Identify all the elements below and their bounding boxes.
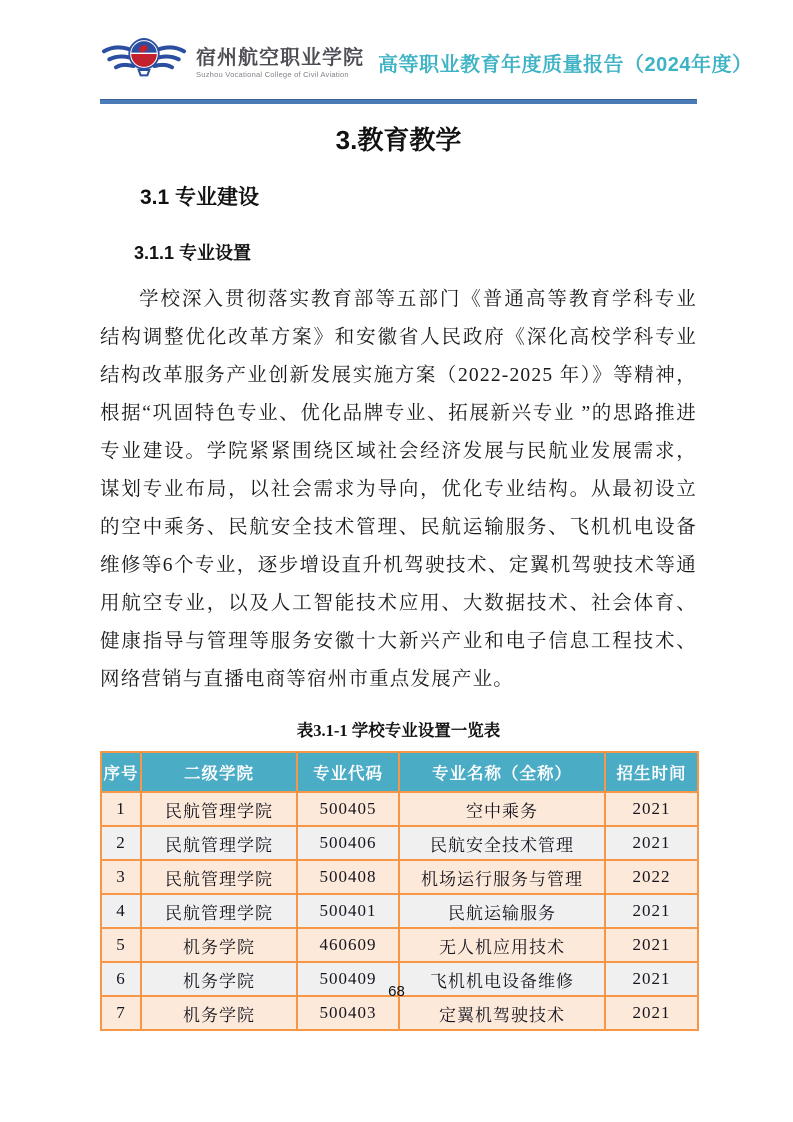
table-row bbox=[101, 928, 698, 962]
table-row bbox=[101, 894, 698, 928]
table-header-row bbox=[101, 752, 698, 792]
section-heading: 3.教育教学 bbox=[335, 125, 462, 155]
col-header-major: 专业名称（全称） bbox=[399, 752, 605, 792]
cell-index: 1 bbox=[101, 792, 141, 826]
cell-year: 2021 bbox=[605, 826, 698, 860]
cell-code: 500401 bbox=[297, 894, 399, 928]
cell-index: 7 bbox=[101, 996, 141, 1030]
col-header-index: 序号 bbox=[101, 752, 141, 792]
college-name-en: Suzhou Vocational College of Civil Aviation bbox=[196, 70, 349, 79]
cell-year: 2021 bbox=[605, 962, 698, 996]
cell-index: 5 bbox=[101, 928, 141, 962]
cell-index: 2 bbox=[101, 826, 141, 860]
cell-college: 民航管理学院 bbox=[141, 826, 297, 860]
cell-code: 460609 bbox=[297, 928, 399, 962]
page-header bbox=[100, 34, 753, 91]
col-header-college: 二级学院 bbox=[141, 752, 297, 792]
cell-college: 民航管理学院 bbox=[141, 894, 297, 928]
page-number: 68 bbox=[388, 983, 405, 1000]
body-paragraph: 学校深入贯彻落实教育部等五部门《普通高等教育学科专业结构调整优化改革方案》和安徽省人民政府《深化高校学科专业结构改革服务产业创新发展实施方案（2022-2025 年）》等精神，根据“巩固特色专业、优化品牌专业、拓展新兴专业 ”的思路推进专业建设。学院紧紧围绕区域社会经济发展与民航业发展需求，谋划专业布局，以社会需求为导向，优化专业结构。从最初设立的空中乘务、民航安全技术管理、民航运输服务、飞机机电设备维修等6个专业，逐步增设直升机驾驶技术、定翼机驾驶技术等通用航空专业，以及人工智能技术应用、大数据技术、社会体育、健康指导与管理等服务安徽十大新兴产业和电子信息工程技术、网络营销与直播电商等宿州市重点发展产业。 bbox=[100, 289, 697, 690]
cell-year: 2021 bbox=[605, 792, 698, 826]
cell-index: 4 bbox=[101, 894, 141, 928]
col-header-code: 专业代码 bbox=[297, 752, 399, 792]
cell-year: 2021 bbox=[605, 928, 698, 962]
cell-year: 2021 bbox=[605, 894, 698, 928]
header-divider bbox=[100, 99, 697, 104]
cell-major: 定翼机驾驶技术 bbox=[399, 996, 605, 1030]
cell-college: 机务学院 bbox=[141, 928, 297, 962]
cell-major: 民航安全技术管理 bbox=[399, 826, 605, 860]
cell-code: 500409 bbox=[297, 962, 399, 996]
cell-year: 2021 bbox=[605, 996, 698, 1030]
cell-code: 500405 bbox=[297, 792, 399, 826]
cell-major: 空中乘务 bbox=[399, 792, 605, 826]
cell-code: 500406 bbox=[297, 826, 399, 860]
cell-code: 500408 bbox=[297, 860, 399, 894]
cell-major: 机场运行服务与管理 bbox=[399, 860, 605, 894]
college-logo-icon bbox=[100, 34, 188, 91]
college-name-block bbox=[196, 46, 364, 79]
cell-major: 无人机应用技术 bbox=[399, 928, 605, 962]
wings-emblem-icon bbox=[100, 34, 188, 86]
table-row bbox=[101, 792, 698, 826]
cell-code: 500403 bbox=[297, 996, 399, 1030]
table-caption: 表3.1-1 学校专业设置一览表 bbox=[296, 721, 501, 740]
col-header-year: 招生时间 bbox=[605, 752, 698, 792]
table-row bbox=[101, 996, 698, 1030]
cell-college: 民航管理学院 bbox=[141, 860, 297, 894]
cell-college: 机务学院 bbox=[141, 962, 297, 996]
cell-index: 3 bbox=[101, 860, 141, 894]
cell-college: 民航管理学院 bbox=[141, 792, 297, 826]
college-name-zh: 宿州航空职业学院 bbox=[196, 47, 364, 69]
cell-year: 2022 bbox=[605, 860, 698, 894]
subsection-heading: 3.1 专业建设 bbox=[140, 186, 260, 209]
cell-major: 飞机机电设备维修 bbox=[399, 962, 605, 996]
cell-index: 6 bbox=[101, 962, 141, 996]
table-row bbox=[101, 860, 698, 894]
table-row bbox=[101, 826, 698, 860]
subsubsection-heading: 3.1.1 专业设置 bbox=[134, 243, 252, 263]
report-title: 高等职业教育年度质量报告（2024年度） bbox=[378, 54, 753, 76]
cell-college: 机务学院 bbox=[141, 996, 297, 1030]
cell-major: 民航运输服务 bbox=[399, 894, 605, 928]
